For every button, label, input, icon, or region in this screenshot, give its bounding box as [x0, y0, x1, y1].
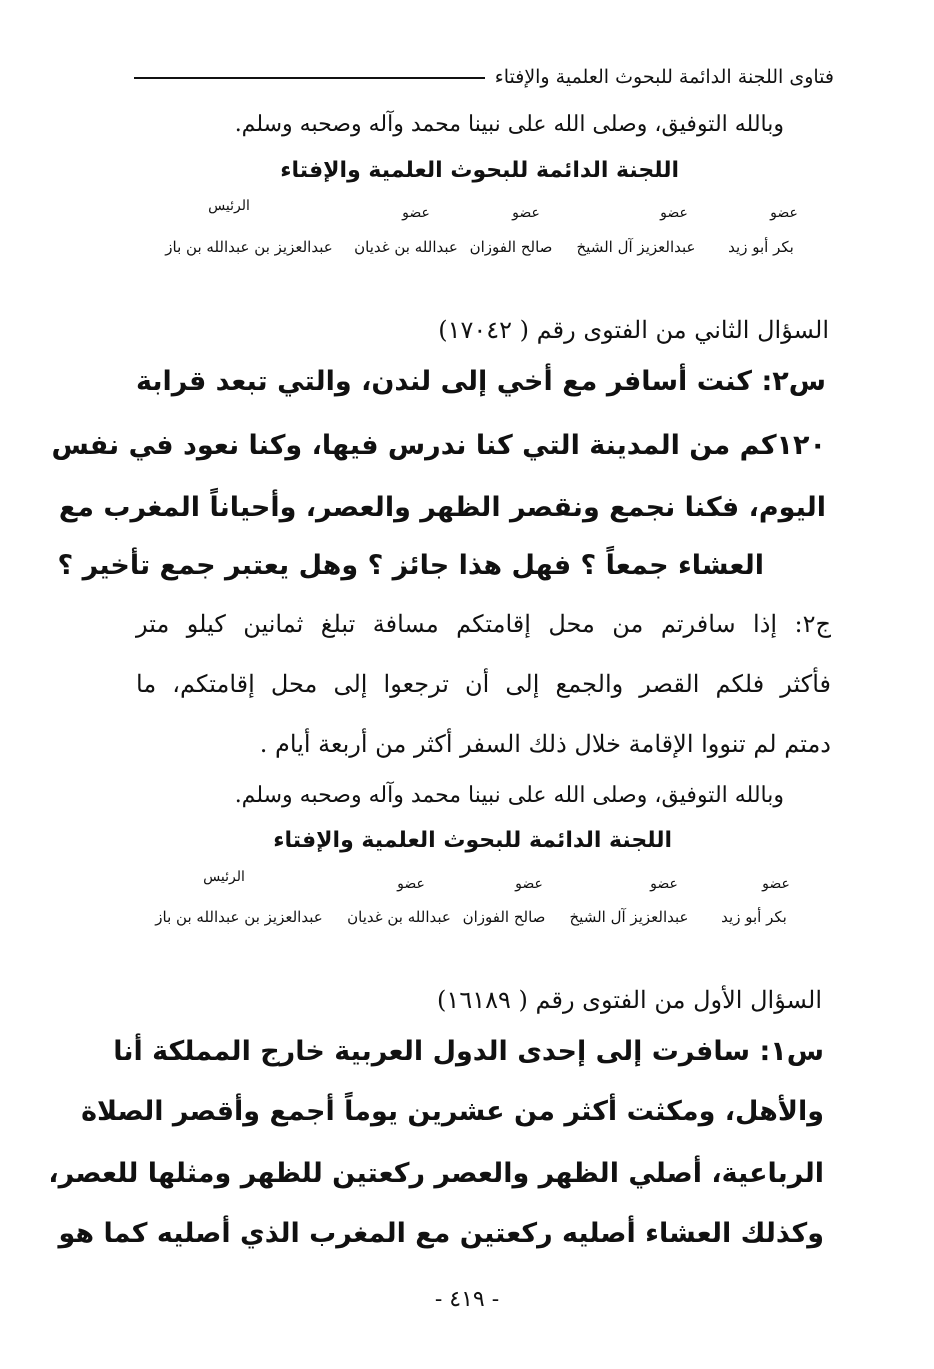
question-heading: السؤال الأول من الفتوى رقم ( ١٦١٨٩) — [437, 986, 822, 1014]
question-text-line: س٢: كنت أسافر مع أخي إلى لندن، والتي تبعد قرابة — [136, 366, 826, 397]
signature-role: عضو — [660, 205, 688, 221]
signature-role: عضو — [402, 205, 430, 221]
question-text-line: العشاء جمعاً ؟ فهل هذا جائز ؟ وهل يعتبر جمع تأخير ؟ — [57, 550, 764, 581]
signature-role: عضو — [762, 876, 790, 892]
header-rule — [134, 77, 485, 79]
question-text-line: س١: سافرت إلى إحدى الدول العربية خارج المملكة أنا — [113, 1036, 824, 1067]
question-text-line: وكذلك العشاء أصليه ركعتين مع المغرب الذي أصليه كما هو — [58, 1218, 824, 1249]
signature-name: عبدالعزيز بن عبدالله بن باز — [155, 908, 323, 926]
signature-name: عبدالعزيز بن عبدالله بن باز — [165, 238, 333, 256]
answer-text-line: دمتم لم تنووا الإقامة خلال ذلك السفر أكثر من أربعة أيام . — [259, 730, 831, 758]
signature-name: بكر أبو زيد — [728, 238, 794, 256]
signature-name: صالح الفوزان — [462, 908, 546, 926]
signature-role: عضو — [515, 876, 543, 892]
signature-name: عبدالله بن غديان — [354, 238, 458, 256]
page-number: - ٤١٩ - — [434, 1287, 500, 1312]
answer-text-line: فأكثر فلكم القصر والجمع إلى أن ترجعوا إلى محل إقامتكم، ما — [136, 670, 831, 698]
committee-name: اللجنة الدائمة للبحوث العلمية والإفتاء — [273, 828, 672, 853]
answer-text-line: ج٢: إذا سافرتم من محل إقامتكم مسافة تبلغ ثمانين كيلو متر — [136, 610, 831, 638]
closing-line: وبالله التوفيق، وصلى الله على نبينا محمد وآله وصحبه وسلم. — [234, 112, 784, 137]
signature-role: عضو — [512, 205, 540, 221]
signature-role: عضو — [397, 876, 425, 892]
question-text-line: الرباعية، أصلي الظهر والعصر ركعتين للظهر ومثلها للعصر، — [48, 1158, 824, 1189]
closing-line: وبالله التوفيق، وصلى الله على نبينا محمد وآله وصحبه وسلم. — [234, 783, 784, 808]
question-text-line: ١٢٠كم من المدينة التي كنا ندرس فيها، وكنا نعود في نفس — [51, 430, 826, 461]
signature-name: عبدالعزيز آل الشيخ — [569, 908, 689, 926]
question-text-line: والأهل، ومكثت أكثر من عشرين يوماً أجمع وأقصر الصلاة — [81, 1096, 824, 1127]
committee-name: اللجنة الدائمة للبحوث العلمية والإفتاء — [280, 158, 679, 183]
question-text-line: اليوم، فكنا نجمع ونقصر الظهر والعصر، وأحياناً المغرب مع — [58, 492, 826, 523]
question-heading: السؤال الثاني من الفتوى رقم ( ١٧٠٤٢) — [438, 316, 829, 344]
running-header — [134, 62, 834, 92]
signature-role: الرئيس — [208, 198, 250, 214]
signature-name: عبدالله بن غديان — [347, 908, 451, 926]
signature-role: عضو — [650, 876, 678, 892]
signature-name: صالح الفوزان — [469, 238, 553, 256]
header-title: فتاوى اللجنة الدائمة للبحوث العلمية والإفتاء — [494, 66, 834, 88]
signature-name: عبدالعزيز آل الشيخ — [576, 238, 696, 256]
signature-name: بكر أبو زيد — [721, 908, 787, 926]
signature-role: الرئيس — [203, 869, 245, 885]
signature-role: عضو — [770, 205, 798, 221]
